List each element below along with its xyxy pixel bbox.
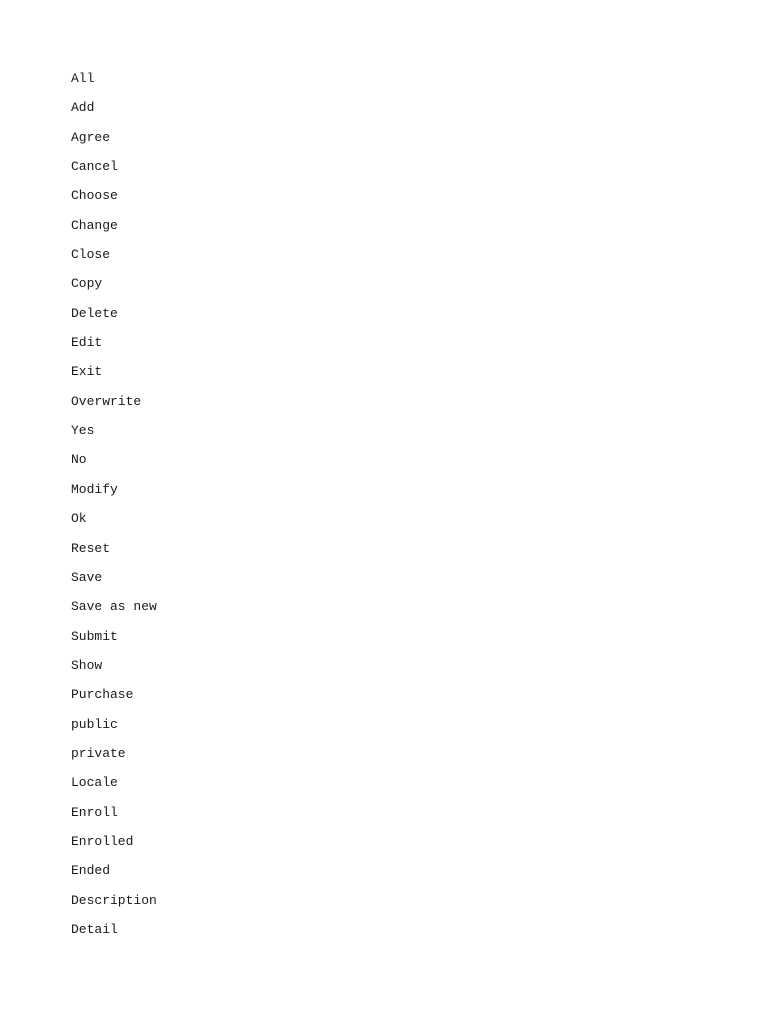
list-item: Locale — [71, 775, 118, 791]
list-item: Show — [71, 657, 103, 673]
list-item: Save — [71, 569, 103, 585]
list-item: No — [71, 452, 87, 468]
list-item: Ended — [71, 863, 111, 879]
list-item: Overwrite — [71, 393, 142, 409]
list-item: Purchase — [71, 687, 134, 703]
list-item: Cancel — [71, 159, 118, 175]
list-item: Exit — [71, 364, 103, 380]
list-item: Choose — [71, 188, 118, 204]
list-item: private — [71, 745, 126, 761]
list-item: Agree — [71, 129, 111, 145]
list-item: Reset — [71, 540, 111, 556]
list-item: Yes — [71, 423, 95, 439]
list-item: Close — [71, 247, 111, 263]
list-item: Enroll — [71, 804, 118, 820]
list-item: Delete — [71, 305, 118, 321]
word-list — [71, 70, 768, 950]
list-item: Save as new — [71, 599, 157, 615]
list-item: Edit — [71, 335, 103, 351]
list-item: Modify — [71, 481, 118, 497]
list-item: Add — [71, 100, 95, 116]
list-item: Detail — [71, 921, 118, 937]
list-item: Change — [71, 217, 118, 233]
list-item: Submit — [71, 628, 118, 644]
list-item: Description — [71, 892, 157, 908]
list-item: Copy — [71, 276, 103, 292]
list-item: All — [71, 71, 95, 86]
list-item: public — [71, 716, 118, 732]
list-item: Ok — [71, 511, 87, 527]
list-item: Enrolled — [71, 833, 134, 849]
